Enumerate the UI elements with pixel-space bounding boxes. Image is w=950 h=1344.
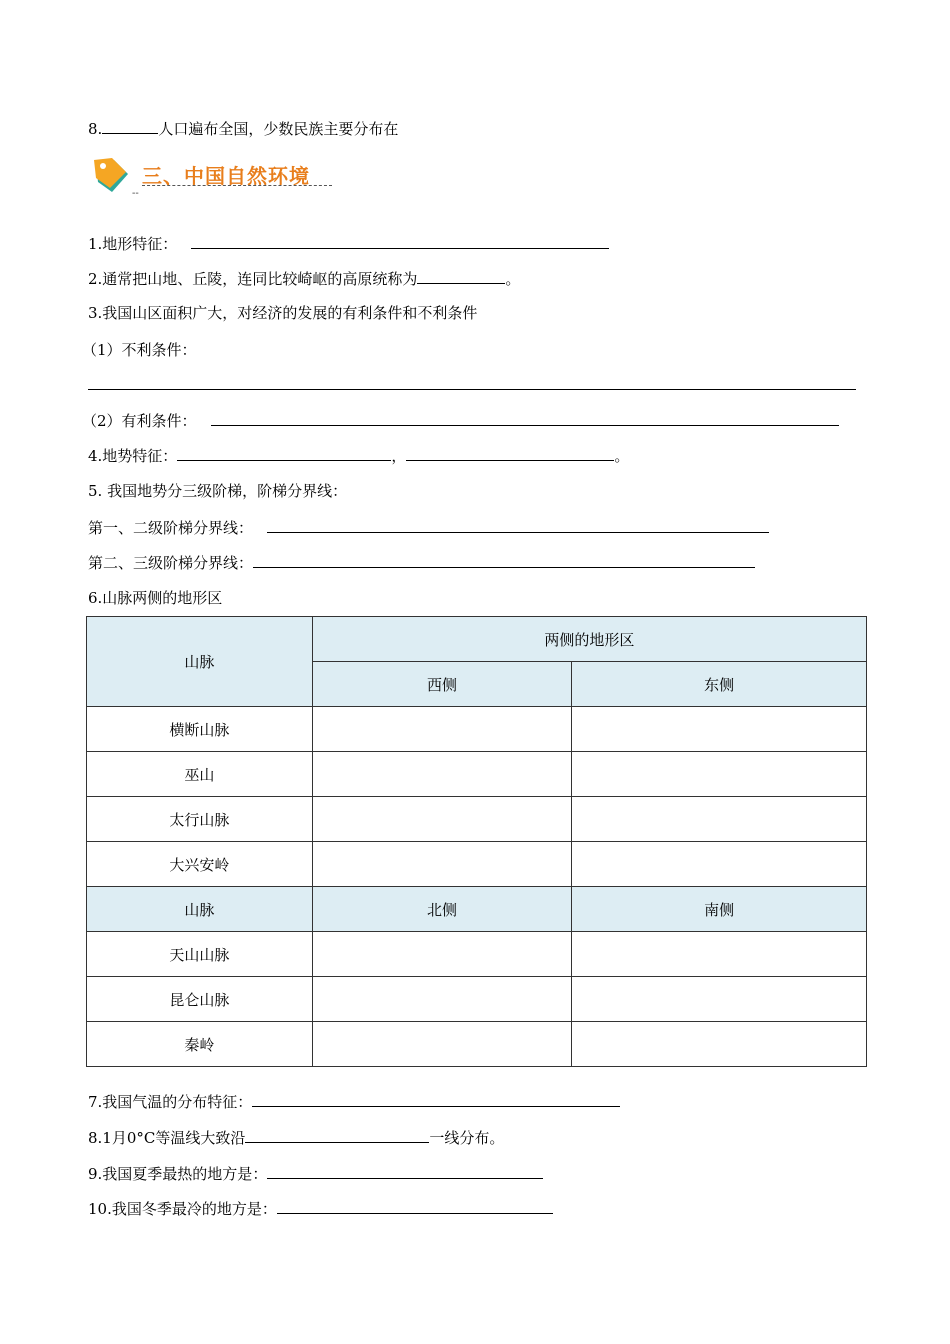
answer-blank[interactable]: [88, 374, 856, 390]
answer-blank[interactable]: [417, 268, 505, 284]
mountain-name: 秦岭: [87, 1022, 313, 1067]
table-row: [87, 932, 867, 977]
question-5-2: [88, 552, 755, 573]
question-text: 人口遍布全国，少数民族主要分布在: [158, 120, 399, 138]
question-text: 9.我国夏季最热的地方是：: [88, 1165, 268, 1183]
question-text: 8.1月0°C等温线大致沿: [88, 1129, 246, 1147]
answer-blank[interactable]: [245, 1127, 429, 1143]
question-text: 1.地形特征：: [88, 235, 178, 253]
question-5: [88, 481, 347, 501]
question-7: [88, 1091, 620, 1112]
question-9: [88, 1163, 543, 1184]
question-1: [88, 233, 609, 254]
answer-cell[interactable]: [312, 842, 572, 887]
question-text: 6.山脉两侧的地形区: [88, 589, 223, 607]
question-8: [88, 1127, 504, 1148]
answer-cell[interactable]: [572, 797, 867, 842]
answer-blank[interactable]: [277, 1198, 553, 1214]
table-row: [87, 1022, 867, 1067]
table-header-south: 南侧: [572, 887, 867, 932]
punctuation: 。: [614, 447, 630, 465]
question-2: [88, 268, 520, 289]
question-text: 第一、二级阶梯分界线：: [88, 519, 254, 537]
question-text: 10.我国冬季最冷的地方是：: [88, 1200, 277, 1218]
mountain-name: 昆仑山脉: [87, 977, 313, 1022]
table-header-mountain: 山脉: [87, 617, 313, 707]
answer-cell[interactable]: [572, 707, 867, 752]
answer-blank[interactable]: [191, 233, 609, 249]
table-row: [87, 842, 867, 887]
table-row: [87, 752, 867, 797]
answer-blank[interactable]: [406, 445, 614, 461]
question-text: 3.我国山区面积广大，对经济的发展的有利条件和不利条件: [88, 304, 478, 322]
answer-cell[interactable]: [572, 842, 867, 887]
section-title: 三、中国自然环境: [142, 164, 310, 188]
question-5-1: [88, 517, 769, 538]
heading-tick: --: [132, 188, 139, 199]
question-4: [88, 445, 629, 466]
mountain-name: 大兴安岭: [87, 842, 313, 887]
answer-cell[interactable]: [312, 752, 572, 797]
question-text: （1）不利条件：: [82, 341, 197, 359]
answer-cell[interactable]: [312, 797, 572, 842]
answer-cell[interactable]: [572, 932, 867, 977]
mountain-name: 横断山脉: [87, 707, 313, 752]
question-text: （2）有利条件：: [82, 412, 197, 430]
answer-blank[interactable]: [267, 1163, 543, 1179]
question-6: [88, 588, 222, 608]
answer-cell[interactable]: [312, 707, 572, 752]
answer-blank[interactable]: [177, 445, 391, 461]
answer-blank[interactable]: [253, 552, 755, 568]
question-3: [88, 303, 477, 323]
answer-cell[interactable]: [312, 977, 572, 1022]
question-text: 7.我国气温的分布特征：: [88, 1093, 253, 1111]
answer-cell[interactable]: [312, 932, 572, 977]
answer-blank[interactable]: [252, 1091, 620, 1107]
table-row: [87, 977, 867, 1022]
question-3-1: [82, 340, 197, 360]
question-text: 4.地势特征：: [88, 447, 178, 465]
answer-cell[interactable]: [572, 977, 867, 1022]
answer-blank[interactable]: [211, 410, 839, 426]
answer-blank[interactable]: [102, 118, 158, 134]
question-8-top: [88, 118, 398, 139]
question-3-1-answer: [88, 374, 856, 395]
question-text: 一线分布。: [429, 1129, 505, 1147]
tag-icon: [90, 154, 132, 200]
answer-cell[interactable]: [572, 1022, 867, 1067]
table-header-mountain-2: 山脉: [87, 887, 313, 932]
question-text: 第二、三级阶梯分界线：: [88, 554, 254, 572]
punctuation: 。: [505, 270, 521, 288]
mountain-name: 天山山脉: [87, 932, 313, 977]
question-text: 5. 我国地势分三级阶梯，阶梯分界线：: [88, 482, 348, 500]
punctuation: ，: [391, 447, 407, 465]
answer-cell[interactable]: [572, 752, 867, 797]
mountain-name: 太行山脉: [87, 797, 313, 842]
section-heading: [90, 150, 350, 200]
table-header-north: 北侧: [312, 887, 572, 932]
mountain-name: 巫山: [87, 752, 313, 797]
table-header-terrain: 两侧的地形区: [312, 617, 866, 662]
mountain-table: [86, 616, 867, 1067]
table-row: [87, 797, 867, 842]
table-header-west: 西侧: [312, 662, 572, 707]
question-number: 8.: [88, 120, 103, 138]
answer-cell[interactable]: [312, 1022, 572, 1067]
table-row: [87, 707, 867, 752]
question-3-2: [82, 410, 839, 431]
table-header-east: 东侧: [572, 662, 867, 707]
question-text: 2.通常把山地、丘陵，连同比较崎岖的高原统称为: [88, 270, 418, 288]
question-10: [88, 1198, 553, 1219]
heading-underline: [142, 185, 332, 186]
answer-blank[interactable]: [267, 517, 769, 533]
